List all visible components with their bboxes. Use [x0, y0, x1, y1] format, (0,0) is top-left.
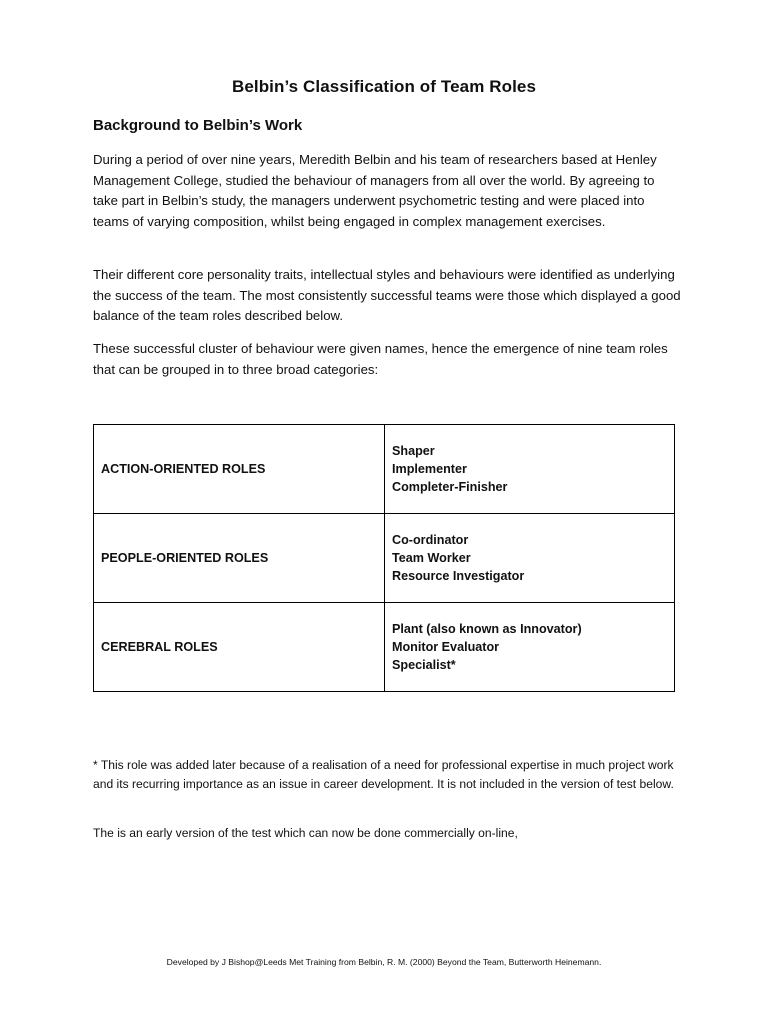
note-online-test: The is an early version of the test which can now be done commercially on-line, — [93, 826, 518, 840]
table-row-people — [94, 514, 675, 603]
paragraph-traits: Their different core personality traits, intellectual styles and behaviours were identified as underlying the success of the team. The most consistently successful teams were those which displayed a good balance of the team roles described below. — [93, 267, 681, 323]
category-cell: PEOPLE-ORIENTED ROLES — [94, 514, 385, 603]
roles-cell — [385, 514, 675, 603]
category-cell: ACTION-ORIENTED ROLES — [94, 425, 385, 514]
role-item: Team Worker — [392, 551, 471, 565]
table-row-cerebral — [94, 603, 675, 692]
roles-cell — [385, 425, 675, 514]
role-item: Completer-Finisher — [392, 480, 508, 494]
role-item: Plant (also known as Innovator) — [392, 622, 582, 636]
role-item: Implementer — [392, 462, 467, 476]
table-row-action — [94, 425, 675, 514]
roles-cell — [385, 603, 675, 692]
paragraph-background: During a period of over nine years, Meredith Belbin and his team of researchers based at Henley Management College, studied the behaviour of managers from all over the world. By agreeing to take part in Belbin’s study, the managers underwent psychometric testing and were placed into teams of varying composition, whilst being engaged in complex management exercises. — [93, 152, 657, 229]
role-item: Shaper — [392, 444, 435, 458]
team-roles-table — [93, 424, 675, 692]
role-item: Resource Investigator — [392, 569, 525, 583]
category-cell: CEREBRAL ROLES — [94, 603, 385, 692]
section-heading: Background to Belbin’s Work — [93, 117, 303, 134]
footnote-specialist: * This role was added later because of a realisation of a need for professional expertise in much project work and its recurring importance as an issue in career development. It is not included in the version of test below. — [93, 758, 674, 791]
role-item: Monitor Evaluator — [392, 640, 500, 654]
paragraph-categories: These successful cluster of behaviour were given names, hence the emergence of nine team roles that can be grouped in to three broad categories: — [93, 341, 668, 377]
role-item: Co-ordinator — [392, 533, 469, 547]
document-title: Belbin’s Classification of Team Roles — [231, 77, 537, 96]
role-item: Specialist* — [392, 658, 456, 672]
page-footer: Developed by J Bishop@Leeds Met Training from Belbin, R. M. (2000) Beyond the Team, Butterworth Heinemann. — [166, 957, 602, 967]
